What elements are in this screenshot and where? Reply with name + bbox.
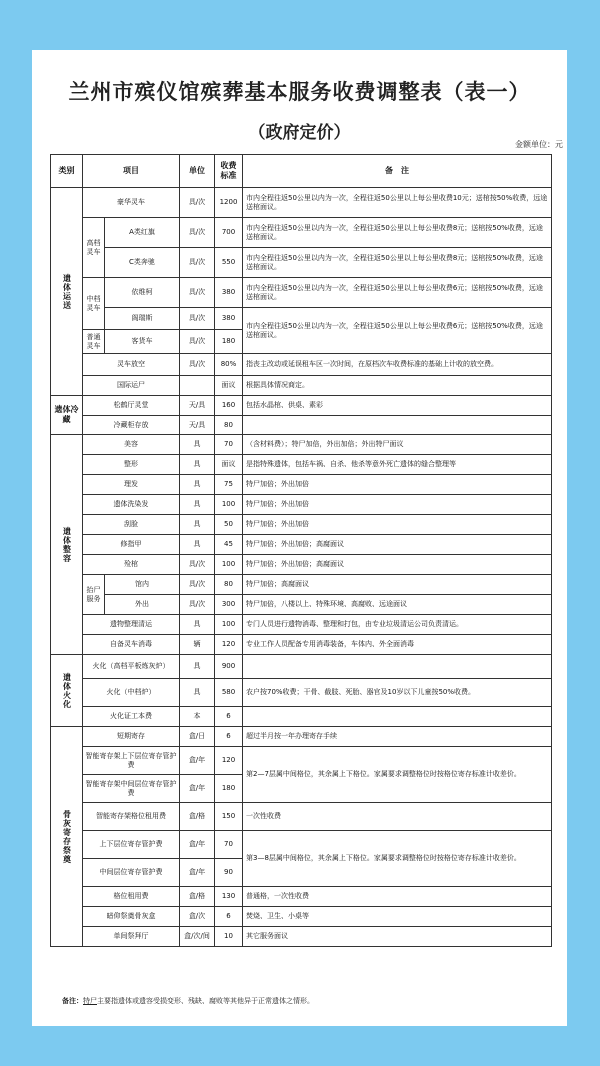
item-unit: 具/次 [180, 354, 215, 376]
fee-table [50, 154, 552, 947]
item-price: 120 [215, 747, 243, 775]
item-price: 130 [215, 887, 243, 907]
category-cold: 遗体冷藏 [51, 396, 83, 435]
item-note: 一次性收费 [243, 803, 552, 831]
item-name: 松鹤厅灵堂 [83, 396, 180, 416]
item-unit: 具/次 [180, 555, 215, 575]
currency-unit: 金额单位：元 [515, 140, 563, 149]
table-row [51, 188, 552, 218]
category-ash: 骨灰寄存祭奠 [62, 809, 72, 864]
item-note: 市内全程往返50公里以内为一次，全程往返50公里以上每公里收费10元；送棺按50%收费，远途送棺面议。 [243, 188, 552, 218]
item-price: 160 [215, 396, 243, 416]
item-price: 100 [215, 615, 243, 635]
item-note [243, 655, 552, 679]
table-row [51, 555, 552, 575]
item-unit: 具 [180, 475, 215, 495]
item-price: 75 [215, 475, 243, 495]
table-row [51, 535, 552, 555]
item-note: 特尸加倍；外出加倍；高腐面议 [243, 555, 552, 575]
item-note: 专业工作人员配备专用消毒装备，车体内、外全面消毒 [243, 635, 552, 655]
item-unit: 具 [180, 515, 215, 535]
item-price: 100 [215, 555, 243, 575]
item-unit: 辆 [180, 635, 215, 655]
category-makeup: 遗体整容 [62, 526, 72, 563]
item-name: 豪华灵车 [83, 188, 180, 218]
item-name: 火化（中档炉） [83, 679, 180, 707]
item-name: 冷藏柜存放 [83, 416, 180, 435]
table-row [51, 727, 552, 747]
item-price: 1200 [215, 188, 243, 218]
table-row [51, 679, 552, 707]
table-row [51, 435, 552, 455]
item-name: 单间祭拜厅 [83, 927, 180, 947]
item-price: 50 [215, 515, 243, 535]
item-price: 180 [215, 330, 243, 354]
item-name: 暗仰祭奠骨灰盒 [83, 907, 180, 927]
item-name: 中间层位寄存管护费 [83, 859, 180, 887]
item-note: 焚烧、卫生、小桌等 [243, 907, 552, 927]
item-unit: 本 [180, 707, 215, 727]
table-row [51, 376, 552, 396]
table-row [51, 495, 552, 515]
item-note: 包括水晶棺、供桌、素彩 [243, 396, 552, 416]
item-unit: 盒/年 [180, 775, 215, 803]
table-row [51, 595, 552, 615]
item-unit: 盒/次 [180, 907, 215, 927]
item-price: 80 [215, 575, 243, 595]
item-price: 700 [215, 218, 243, 248]
item-name: 馆内 [105, 575, 180, 595]
footnote [62, 996, 314, 1006]
item-price: 180 [215, 775, 243, 803]
item-unit: 盒/次/间 [180, 927, 215, 947]
item-note: 专门人员进行遗物消毒、整理和打包，由专业垃圾清运公司负责清运。 [243, 615, 552, 635]
item-name: 依维柯 [105, 278, 180, 308]
item-note: 超过半月按一年办理寄存手续 [243, 727, 552, 747]
item-note: 是指特殊遗体，包括车祸、自杀、他杀等意外死亡遗体的缝合整理等 [243, 455, 552, 475]
item-price: 70 [215, 831, 243, 859]
item-note: 市内全程往返50公里以内为一次，全程往返50公里以上每公里收费8元；送棺按50%收费，远途送棺面议。 [243, 248, 552, 278]
item-note: 第3—8层属中间格位，其余属上下格位。家属要求调整格位时按格位寄存标准计收差价。 [243, 831, 552, 887]
table-row [51, 707, 552, 727]
table-row [51, 575, 552, 595]
item-name: 修指甲 [83, 535, 180, 555]
table-row [51, 927, 552, 947]
header-item: 项目 [83, 155, 180, 188]
header-unit: 单位 [180, 155, 215, 188]
item-name: 智能寄存架中间层位寄存管护费 [83, 775, 180, 803]
table-row [51, 248, 552, 278]
table-header [51, 155, 552, 188]
table-row [51, 747, 552, 775]
table-row [51, 615, 552, 635]
item-price: 6 [215, 727, 243, 747]
item-name: 自备灵车消毒 [83, 635, 180, 655]
item-price: 550 [215, 248, 243, 278]
subcategory-normal: 普通灵车 [83, 330, 105, 354]
item-unit: 天/具 [180, 396, 215, 416]
item-unit: 具 [180, 455, 215, 475]
item-note: 特尸加倍；外出加倍 [243, 475, 552, 495]
footnote-term: 特尸 [83, 997, 97, 1005]
category-transport: 遗体运送 [62, 273, 72, 310]
table-row [51, 907, 552, 927]
item-price: 300 [215, 595, 243, 615]
item-note: 市内全程往返50公里以内为一次，全程往返50公里以上每公里收费6元；送棺按50%收费，远途送棺面议。 [243, 308, 552, 354]
item-unit: 具 [180, 615, 215, 635]
item-note: 特尸加倍；外出加倍；高腐面议 [243, 535, 552, 555]
footnote-text: 主要指遗体或遗容受损变形、残缺、腐败等其他异于正常遗体之情形。 [97, 997, 314, 1005]
item-name: C类奔驰 [105, 248, 180, 278]
table-row [51, 396, 552, 416]
item-name: 国际运尸 [83, 376, 180, 396]
item-name: 格位租用费 [83, 887, 180, 907]
page-title: 兰州市殡仪馆殡葬基本服务收费调整表（表一） [68, 79, 531, 104]
item-price: 580 [215, 679, 243, 707]
item-unit: 具 [180, 535, 215, 555]
item-name: 殓棺 [83, 555, 180, 575]
item-note: 农户按70%收费；干骨、截肢、死胎、器官及10岁以下儿童按50%收费。 [243, 679, 552, 707]
item-price: 45 [215, 535, 243, 555]
item-price: 900 [215, 655, 243, 679]
table-row [51, 515, 552, 535]
header-price: 收费标准 [215, 155, 243, 188]
item-name: 智能寄存架上下层位寄存管护费 [83, 747, 180, 775]
item-note: 特尸加倍；外出加倍 [243, 515, 552, 535]
item-name: A类红旗 [105, 218, 180, 248]
item-price: 120 [215, 635, 243, 655]
subcategory-mid: 中档灵车 [83, 278, 105, 330]
table-row [51, 308, 552, 330]
item-price: 10 [215, 927, 243, 947]
item-name: 火化（高档平板炼灰炉） [83, 655, 180, 679]
table-row [51, 655, 552, 679]
item-note: 特尸加倍；高腐面议 [243, 575, 552, 595]
table-row [51, 354, 552, 376]
item-unit: 盒/日 [180, 727, 215, 747]
item-note: 市内全程往返50公里以内为一次，全程往返50公里以上每公里收费6元；送棺按50%收费，远途送棺面议。 [243, 278, 552, 308]
item-note: 其它服务面议 [243, 927, 552, 947]
item-name: 刮脸 [83, 515, 180, 535]
item-unit: 具 [180, 679, 215, 707]
item-note: 特尸加倍，八楼以上、特殊环境、高腐败、远途面议 [243, 595, 552, 615]
item-name: 阁瑞斯 [105, 308, 180, 330]
document-page [32, 50, 567, 1026]
item-unit: 具/次 [180, 218, 215, 248]
table-row [51, 803, 552, 831]
item-name: 上下层位寄存管护费 [83, 831, 180, 859]
page-subtitle: （政府定价） [248, 123, 351, 143]
item-note: 指丧主改动或延误租车区一次时间，在原档次车收费标准的基础上计收的放空费。 [243, 354, 552, 376]
item-name: 美容 [83, 435, 180, 455]
item-unit: 盒/格 [180, 803, 215, 831]
table-row [51, 635, 552, 655]
item-price: 80 [215, 416, 243, 435]
item-price: 70 [215, 435, 243, 455]
item-price: 380 [215, 308, 243, 330]
item-unit: 具/次 [180, 575, 215, 595]
item-price: 80% [215, 354, 243, 376]
item-price: 150 [215, 803, 243, 831]
item-unit: 具/次 [180, 248, 215, 278]
item-unit: 具 [180, 655, 215, 679]
item-price: 6 [215, 707, 243, 727]
header-category: 类别 [51, 155, 83, 188]
item-unit: 具/次 [180, 188, 215, 218]
item-note [243, 416, 552, 435]
item-unit: 具 [180, 435, 215, 455]
item-note: （含材料费）；特尸加倍，外出加倍；外出特尸面议 [243, 435, 552, 455]
item-unit: 盒/年 [180, 859, 215, 887]
item-name: 遗物整理清运 [83, 615, 180, 635]
item-name: 理发 [83, 475, 180, 495]
item-note [243, 707, 552, 727]
item-name: 智能寄存架格位租用费 [83, 803, 180, 831]
item-name: 客货车 [105, 330, 180, 354]
item-name: 灵车放空 [83, 354, 180, 376]
item-price: 面议 [215, 376, 243, 396]
table-row [51, 218, 552, 248]
subcategory-high: 高档灵车 [83, 218, 105, 278]
item-unit [180, 376, 215, 396]
item-unit: 盒/年 [180, 747, 215, 775]
item-price: 6 [215, 907, 243, 927]
item-note: 普通格，一次性收费 [243, 887, 552, 907]
item-unit: 盒/年 [180, 831, 215, 859]
table-row [51, 475, 552, 495]
item-note: 市内全程往返50公里以内为一次，全程往返50公里以上每公里收费8元；送棺按50%收费，远途送棺面议。 [243, 218, 552, 248]
subcategory-carry: 抬尸服务 [83, 575, 105, 615]
item-name: 火化证工本费 [83, 707, 180, 727]
item-name: 整形 [83, 455, 180, 475]
header-note: 备 注 [243, 155, 552, 188]
item-unit: 盒/格 [180, 887, 215, 907]
item-price: 100 [215, 495, 243, 515]
item-note: 特尸加倍；外出加倍 [243, 495, 552, 515]
item-price: 90 [215, 859, 243, 887]
table-row [51, 278, 552, 308]
item-note: 根据具体情况商定。 [243, 376, 552, 396]
table-row [51, 831, 552, 859]
item-price: 面议 [215, 455, 243, 475]
item-unit: 具/次 [180, 308, 215, 330]
table-row [51, 887, 552, 907]
item-unit: 具 [180, 495, 215, 515]
footnote-label: 备注： [62, 997, 83, 1005]
category-cremation: 遗体火化 [62, 672, 72, 709]
table-row [51, 416, 552, 435]
item-name: 短期寄存 [83, 727, 180, 747]
item-unit: 具/次 [180, 278, 215, 308]
item-unit: 天/具 [180, 416, 215, 435]
item-unit: 具/次 [180, 595, 215, 615]
item-note: 第2—7层属中间格位，其余属上下格位。家属要求调整格位时按格位寄存标准计收差价。 [243, 747, 552, 803]
item-name: 外出 [105, 595, 180, 615]
item-unit: 具/次 [180, 330, 215, 354]
table-row [51, 455, 552, 475]
item-price: 380 [215, 278, 243, 308]
item-name: 遗体洗染发 [83, 495, 180, 515]
